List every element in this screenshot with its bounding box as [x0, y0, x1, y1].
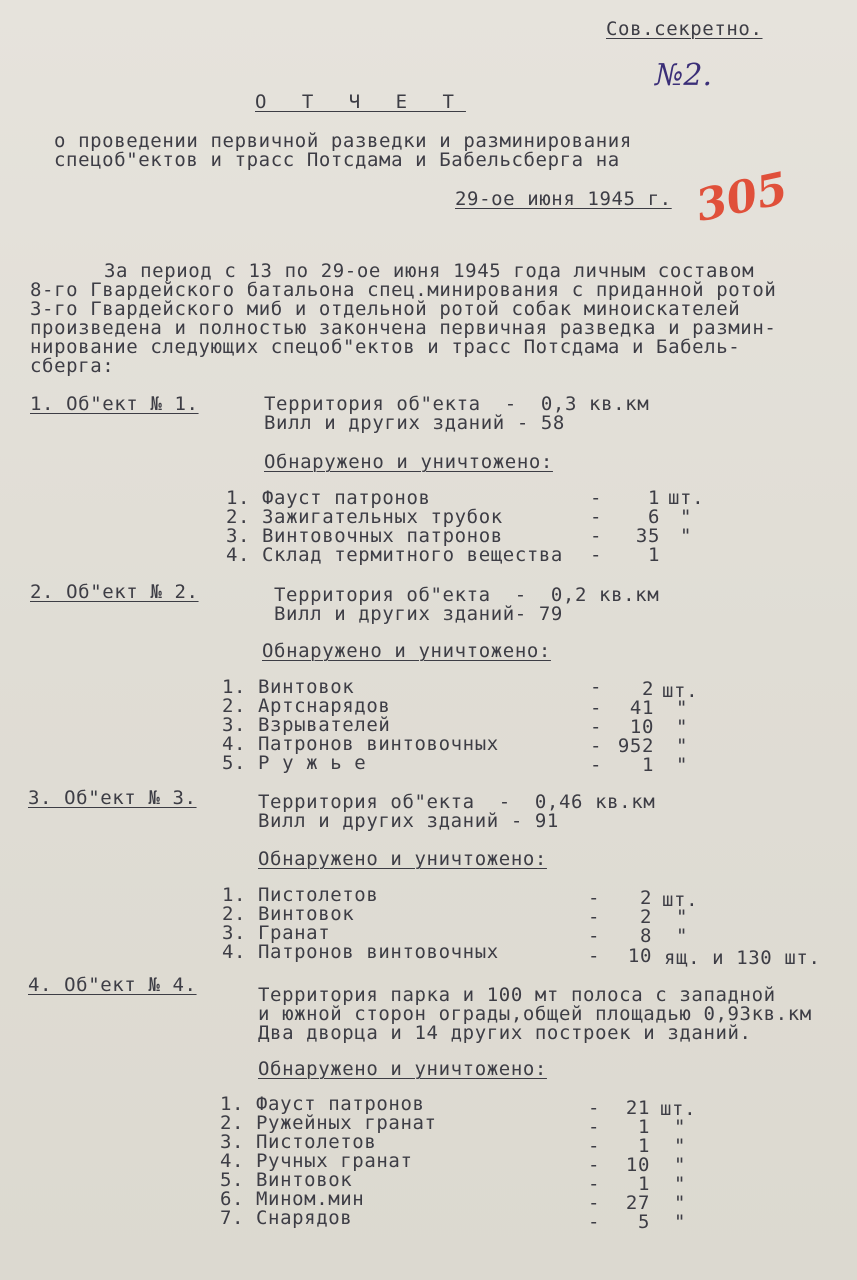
classification-mark: Сов.секретно.	[606, 18, 763, 40]
object-4-item-6-name: Мином.мин	[256, 1188, 365, 1210]
object-4-item-6-unit: "	[674, 1192, 687, 1214]
object-3-item-1-number: 1.	[222, 884, 247, 906]
object-1-item-4-dash: -	[590, 544, 603, 566]
object-2-item-2-number: 2.	[222, 695, 247, 717]
object-4-item-3-dash: -	[588, 1135, 601, 1157]
object-4-item-5-name: Винтовок	[256, 1169, 353, 1191]
intro-line-6: сберга:	[30, 355, 115, 377]
object-3-item-4-name: Патронов винтовочных	[258, 941, 499, 963]
object-4-item-3-number: 3.	[220, 1131, 245, 1153]
object-2-item-4-name: Патронов винтовочных	[258, 733, 499, 755]
object-1-territory: Территория об"екта - 0,3 кв.км	[264, 393, 650, 415]
object-4-item-1-name: Фауст патронов	[256, 1093, 425, 1115]
object-3-item-2-name: Винтовок	[258, 903, 355, 925]
object-2-item-5-dash: -	[590, 754, 603, 776]
object-1-found-heading: Обнаружено и уничтожено:	[264, 451, 553, 473]
object-4-item-6-dash: -	[588, 1192, 601, 1214]
object-4-item-4-number: 4.	[220, 1150, 245, 1172]
object-3-item-3-unit: "	[676, 925, 689, 947]
object-1-item-3-unit: "	[680, 525, 693, 547]
object-4-label: 4. Об"ект № 4.	[28, 974, 197, 996]
object-4-item-1-unit: шт.	[660, 1098, 697, 1120]
intro-line-2: 8-го Гвардейского батальона спец.минирования с приданной ротой	[30, 279, 777, 301]
object-4-found-heading: Обнаружено и уничтожено:	[258, 1058, 547, 1080]
object-4-desc-3: Два дворца и 14 других построек и зданий.	[258, 1022, 752, 1044]
object-3-item-1-dash: -	[588, 887, 601, 909]
subtitle-line-1: о проведении первичной разведки и разминирования	[54, 130, 632, 152]
object-1-item-1-unit: шт.	[668, 487, 705, 509]
object-1-item-4-qty: 1	[647, 544, 660, 566]
object-2-item-3-number: 3.	[222, 714, 247, 736]
object-1-item-2-name: Зажигательных трубок	[262, 506, 503, 528]
object-2-item-3-dash: -	[590, 716, 603, 738]
object-4-item-2-number: 2.	[220, 1112, 245, 1134]
object-2-item-4-dash: -	[590, 735, 603, 757]
object-2-item-2-unit: "	[676, 697, 689, 719]
object-4-item-2-unit: "	[674, 1116, 687, 1138]
object-3-item-4-number: 4.	[222, 941, 247, 963]
object-2-item-3-unit: "	[676, 716, 689, 738]
object-3-found-heading: Обнаружено и уничтожено:	[258, 848, 547, 870]
object-2-item-3-qty: 10	[629, 716, 654, 738]
object-1-item-4-number: 4.	[226, 544, 251, 566]
object-4-item-3-unit: "	[674, 1135, 687, 1157]
object-2-item-5-number: 5.	[222, 752, 247, 774]
object-3-territory: Территория об"екта - 0,46 кв.км	[258, 791, 656, 813]
object-4-item-7-qty: 5	[637, 1211, 650, 1233]
object-4-item-5-number: 5.	[220, 1169, 245, 1191]
report-date: 29-ое июня 1945 г.	[455, 188, 672, 210]
object-4-item-1-number: 1.	[220, 1093, 245, 1115]
object-4-item-7-dash: -	[588, 1211, 601, 1233]
object-3-item-2-qty: 2	[639, 906, 652, 928]
object-3-buildings: Вилл и других зданий - 91	[258, 810, 559, 832]
object-2-found-heading: Обнаружено и уничтожено:	[262, 640, 551, 662]
object-3-item-4-qty: 10	[627, 945, 652, 967]
object-4-item-5-dash: -	[588, 1173, 601, 1195]
object-1-item-2-dash: -	[590, 506, 603, 528]
intro-line-1: За период с 13 по 29-ое июня 1945 года личным составом	[104, 260, 755, 282]
object-4-item-3-name: Пистолетов	[256, 1131, 377, 1153]
intro-line-4: произведена и полностью закончена первичная разведка и размин-	[30, 317, 777, 339]
document-title: О Т Ч Е Т	[255, 91, 466, 113]
object-2-item-1-qty: 2	[641, 678, 654, 700]
object-3-item-3-dash: -	[588, 925, 601, 947]
object-4-item-1-qty: 21	[625, 1097, 650, 1119]
object-2-item-4-unit: "	[676, 735, 689, 757]
object-2-item-5-unit: "	[676, 754, 689, 776]
object-2-item-4-number: 4.	[222, 733, 247, 755]
object-1-item-3-name: Винтовочных патронов	[262, 525, 503, 547]
object-4-item-2-qty: 1	[637, 1116, 650, 1138]
object-1-item-1-number: 1.	[226, 487, 251, 509]
object-3-item-3-qty: 8	[639, 925, 652, 947]
object-4-item-7-number: 7.	[220, 1207, 245, 1229]
object-3-item-2-unit: "	[676, 906, 689, 928]
object-4-item-2-dash: -	[588, 1116, 601, 1138]
object-4-item-6-qty: 27	[625, 1192, 650, 1214]
object-3-item-1-qty: 2	[639, 887, 652, 909]
object-2-item-2-qty: 41	[629, 697, 654, 719]
object-2-item-2-dash: -	[590, 697, 603, 719]
handwritten-doc-number: №2.	[655, 58, 713, 93]
object-3-item-1-name: Пистолетов	[258, 884, 379, 906]
object-2-item-1-name: Винтовок	[258, 676, 355, 698]
object-2-item-2-name: Артснарядов	[258, 695, 391, 717]
object-4-item-4-dash: -	[588, 1154, 601, 1176]
object-3-item-2-number: 2.	[222, 903, 247, 925]
object-4-item-1-dash: -	[588, 1097, 601, 1119]
object-2-item-4-qty: 952	[617, 735, 654, 757]
object-1-item-2-number: 2.	[226, 506, 251, 528]
object-4-item-7-unit: "	[674, 1211, 687, 1233]
object-2-item-1-number: 1.	[222, 676, 247, 698]
subtitle-line-2: спецоб"ектов и трасс Потсдама и Бабельсберга на	[54, 149, 620, 171]
object-1-item-2-qty: 6	[647, 506, 660, 528]
object-2-label: 2. Об"ект № 2.	[30, 581, 199, 603]
object-4-item-5-qty: 1	[637, 1173, 650, 1195]
object-1-item-3-number: 3.	[226, 525, 251, 547]
object-2-item-5-name: Р у ж ь е	[258, 752, 367, 774]
object-4-item-7-name: Снарядов	[256, 1207, 353, 1229]
object-2-buildings: Вилл и других зданий- 79	[274, 603, 563, 625]
object-4-desc-2: и южной сторон ограды,общей площадью 0,93кв.км	[258, 1003, 812, 1025]
object-1-item-2-unit: "	[680, 506, 693, 528]
object-4-item-4-qty: 10	[625, 1154, 650, 1176]
object-1-buildings: Вилл и других зданий - 58	[264, 412, 565, 434]
object-1-item-4-name: Склад термитного вещества	[262, 544, 563, 566]
object-3-item-3-number: 3.	[222, 922, 247, 944]
object-1-item-3-qty: 35	[635, 525, 660, 547]
object-4-item-4-unit: "	[674, 1154, 687, 1176]
object-1-label: 1. Об"ект № 1.	[30, 393, 199, 415]
intro-line-5: нирование следующих спецоб"ектов и трасс Потсдама и Бабель-	[30, 336, 741, 358]
object-3-item-2-dash: -	[588, 906, 601, 928]
object-4-item-3-qty: 1	[637, 1135, 650, 1157]
object-2-territory: Территория об"екта - 0,2 кв.км	[274, 584, 660, 606]
object-1-item-1-dash: -	[590, 487, 603, 509]
object-2-item-5-qty: 1	[641, 754, 654, 776]
object-1-item-3-dash: -	[590, 525, 603, 547]
object-2-item-2-unit-sht: шт.	[662, 680, 699, 702]
intro-line-3: 3-го Гвардейского миб и отдельной ротой собак миноискателей	[30, 298, 741, 320]
object-3-item-4-dash: -	[588, 945, 601, 967]
object-4-item-2-name: Ружейных гранат	[256, 1112, 437, 1134]
object-3-label: 3. Об"ект № 3.	[28, 787, 197, 809]
object-2-item-1-dash: -	[590, 676, 603, 698]
object-2-item-3-name: Взрывателей	[258, 714, 391, 736]
object-4-item-6-number: 6.	[220, 1188, 245, 1210]
object-1-item-1-name: Фауст патронов	[262, 487, 431, 509]
object-4-item-5-unit: "	[674, 1173, 687, 1195]
object-3-item-3-name: Гранат	[258, 922, 331, 944]
object-1-item-1-qty: 1	[647, 487, 660, 509]
red-stamp-number: 305	[691, 163, 793, 232]
object-4-desc-1: Территория парка и 100 мт полоса с западной	[258, 984, 776, 1006]
object-4-item-4-name: Ручных гранат	[256, 1150, 413, 1172]
object-3-item-4-unit: ящ. и 130 шт.	[664, 947, 821, 969]
object-3-item-1-unit: шт.	[662, 889, 699, 911]
